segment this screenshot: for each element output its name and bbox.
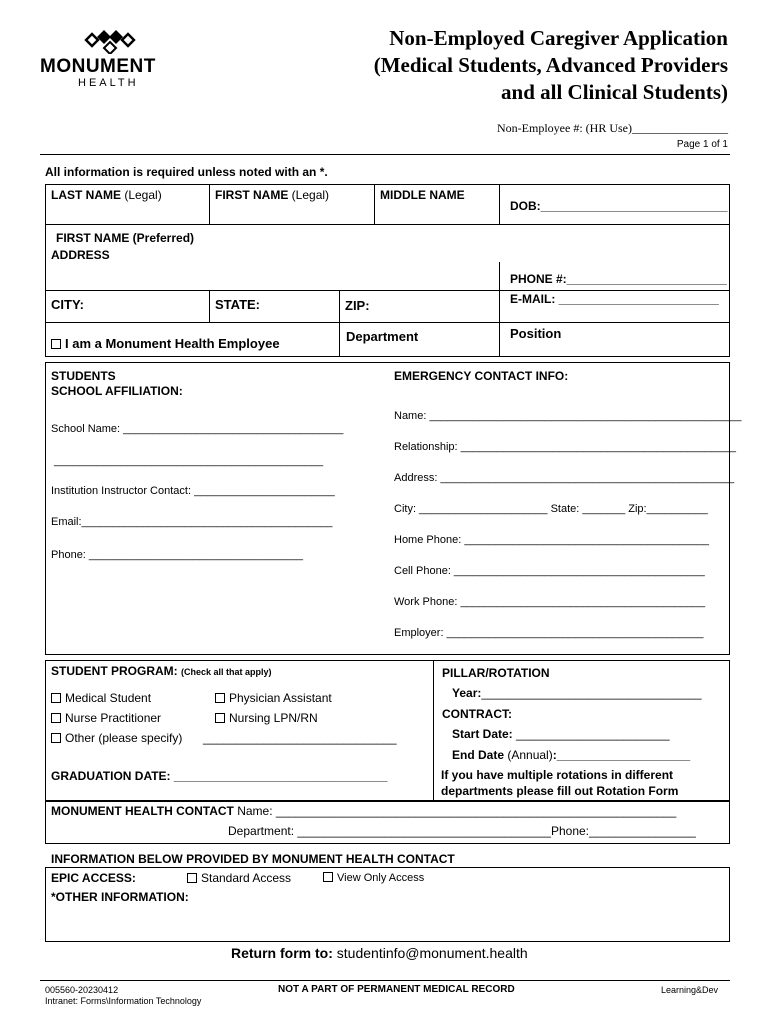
emergency-name-field[interactable]: Name: ___________________________________________________ — [394, 410, 742, 422]
option-nursing-lpn-rn[interactable]: Nursing LPN/RN — [215, 711, 318, 725]
logo-name: MONUMENT — [40, 56, 156, 77]
contact-department-field[interactable]: Department: ______________________________________Phone:________________ — [228, 824, 696, 838]
option-physician-assistant[interactable]: Physician Assistant — [215, 691, 332, 705]
non-employee-number: Non-Employee #: (HR Use)________________ — [497, 121, 728, 135]
form-title-line-1: Non-Employed Caregiver Application — [389, 26, 728, 50]
employee-checkbox[interactable]: I am a Monument Health Employee — [51, 336, 280, 351]
address-label[interactable]: ADDRESS — [51, 248, 110, 262]
diamond-logo-icon — [82, 26, 142, 54]
students-heading: STUDENTS — [51, 369, 116, 383]
standard-access-checkbox[interactable]: Standard Access — [187, 871, 291, 885]
multiple-rotations-note-2: departments please fill out Rotation Form — [441, 784, 679, 798]
start-date-field[interactable]: Start Date: _______________________ — [452, 727, 670, 741]
phone-field[interactable]: PHONE #:________________________ — [510, 272, 727, 286]
other-specify-field[interactable]: _____________________________ — [203, 731, 397, 745]
checkbox-icon[interactable] — [51, 713, 61, 723]
option-medical-student[interactable]: Medical Student — [51, 691, 151, 705]
form-code: 005560-20230412 — [45, 985, 119, 995]
department-label[interactable]: Department — [346, 329, 419, 344]
form-title-line-2: (Medical Students, Advanced Providers — [373, 53, 728, 77]
dob-field[interactable]: DOB:____________________________ — [510, 199, 728, 213]
preferred-name-label[interactable]: FIRST NAME (Preferred) — [56, 231, 195, 245]
return-email-link[interactable]: studentinfo@monument.health — [332, 945, 528, 961]
first-name-label[interactable]: FIRST NAME (Legal) — [215, 188, 330, 202]
position-label[interactable]: Position — [510, 326, 562, 341]
student-program-heading: STUDENT PROGRAM: (Check all that apply) — [51, 664, 272, 678]
logo — [40, 26, 185, 90]
intranet-path: Intranet: Forms\Information Technology — [45, 996, 202, 1006]
emergency-home-phone-field[interactable]: Home Phone: ________________________________________ — [394, 534, 710, 546]
other-information-label[interactable]: *OTHER INFORMATION: — [51, 890, 189, 904]
footer-department: Learning&Dev — [660, 985, 718, 995]
student-email-field[interactable]: Email:_________________________________________ — [51, 516, 333, 528]
checkbox-icon[interactable] — [51, 733, 61, 743]
view-only-access-checkbox[interactable]: View Only Access — [323, 872, 424, 884]
return-form-line: Return form to: studentinfo@monument.health — [231, 945, 528, 961]
emergency-heading: EMERGENCY CONTACT INFO: — [394, 369, 569, 383]
logo-sub: HEALTH — [78, 77, 139, 89]
zip-label[interactable]: ZIP: — [345, 298, 370, 313]
emergency-city-state-zip-field[interactable]: City: _____________________ State: _______ Zip:__________ — [394, 503, 708, 515]
contract-heading: CONTRACT: — [442, 707, 512, 721]
header-divider — [40, 154, 730, 155]
option-nurse-practitioner[interactable]: Nurse Practitioner — [51, 711, 161, 725]
city-label[interactable]: CITY: — [51, 297, 84, 312]
checkbox-icon[interactable] — [51, 339, 61, 349]
school-name-line-2[interactable]: ____________________________________________ — [54, 455, 324, 467]
emergency-work-phone-field[interactable]: Work Phone: ________________________________________ — [394, 596, 706, 608]
contact-name-field[interactable]: MONUMENT HEALTH CONTACT Name: ____________________________________________________________ — [51, 804, 677, 818]
page-number: Page 1 of 1 — [676, 139, 728, 150]
emergency-employer-field[interactable]: Employer: __________________________________________ — [394, 627, 704, 639]
emergency-address-field[interactable]: Address: ________________________________________________ — [394, 472, 735, 484]
middle-name-label[interactable]: MIDDLE NAME — [380, 188, 465, 202]
checkbox-icon[interactable] — [215, 713, 225, 723]
school-affiliation-heading: SCHOOL AFFILIATION: — [51, 384, 183, 398]
pillar-heading: PILLAR/ROTATION — [442, 666, 550, 680]
email-field[interactable]: E-MAIL: ________________________ — [510, 292, 719, 306]
school-name-field[interactable]: School Name: ____________________________________ — [51, 423, 344, 435]
medical-record-notice: NOT A PART OF PERMANENT MEDICAL RECORD — [278, 984, 515, 995]
provided-heading: INFORMATION BELOW PROVIDED BY MONUMENT HEALTH CONTACT — [51, 852, 455, 866]
student-phone-field[interactable]: Phone: ___________________________________ — [51, 549, 304, 561]
instructor-field[interactable]: Institution Instructor Contact: _______________________ — [51, 485, 335, 497]
checkbox-icon[interactable] — [215, 693, 225, 703]
graduation-date-field[interactable]: GRADUATION DATE: ________________________________ — [51, 769, 388, 783]
state-label[interactable]: STATE: — [215, 297, 261, 312]
emergency-cell-phone-field[interactable]: Cell Phone: _________________________________________ — [394, 565, 705, 577]
epic-access-label: EPIC ACCESS: — [51, 871, 136, 885]
end-date-field[interactable]: End Date (Annual):____________________ — [452, 748, 691, 762]
multiple-rotations-note-1: If you have multiple rotations in different — [441, 768, 674, 782]
form-title-line-3: and all Clinical Students) — [501, 80, 728, 104]
checkbox-icon[interactable] — [51, 693, 61, 703]
checkbox-icon[interactable] — [323, 872, 333, 882]
year-field[interactable]: Year:_________________________________ — [452, 686, 702, 700]
required-note: All information is required unless noted with an *. — [45, 165, 328, 179]
checkbox-icon[interactable] — [187, 873, 197, 883]
option-other[interactable]: Other (please specify) — [51, 731, 182, 745]
emergency-relationship-field[interactable]: Relationship: _____________________________________________ — [394, 441, 736, 453]
last-name-label[interactable]: LAST NAME (Legal) — [51, 188, 162, 202]
